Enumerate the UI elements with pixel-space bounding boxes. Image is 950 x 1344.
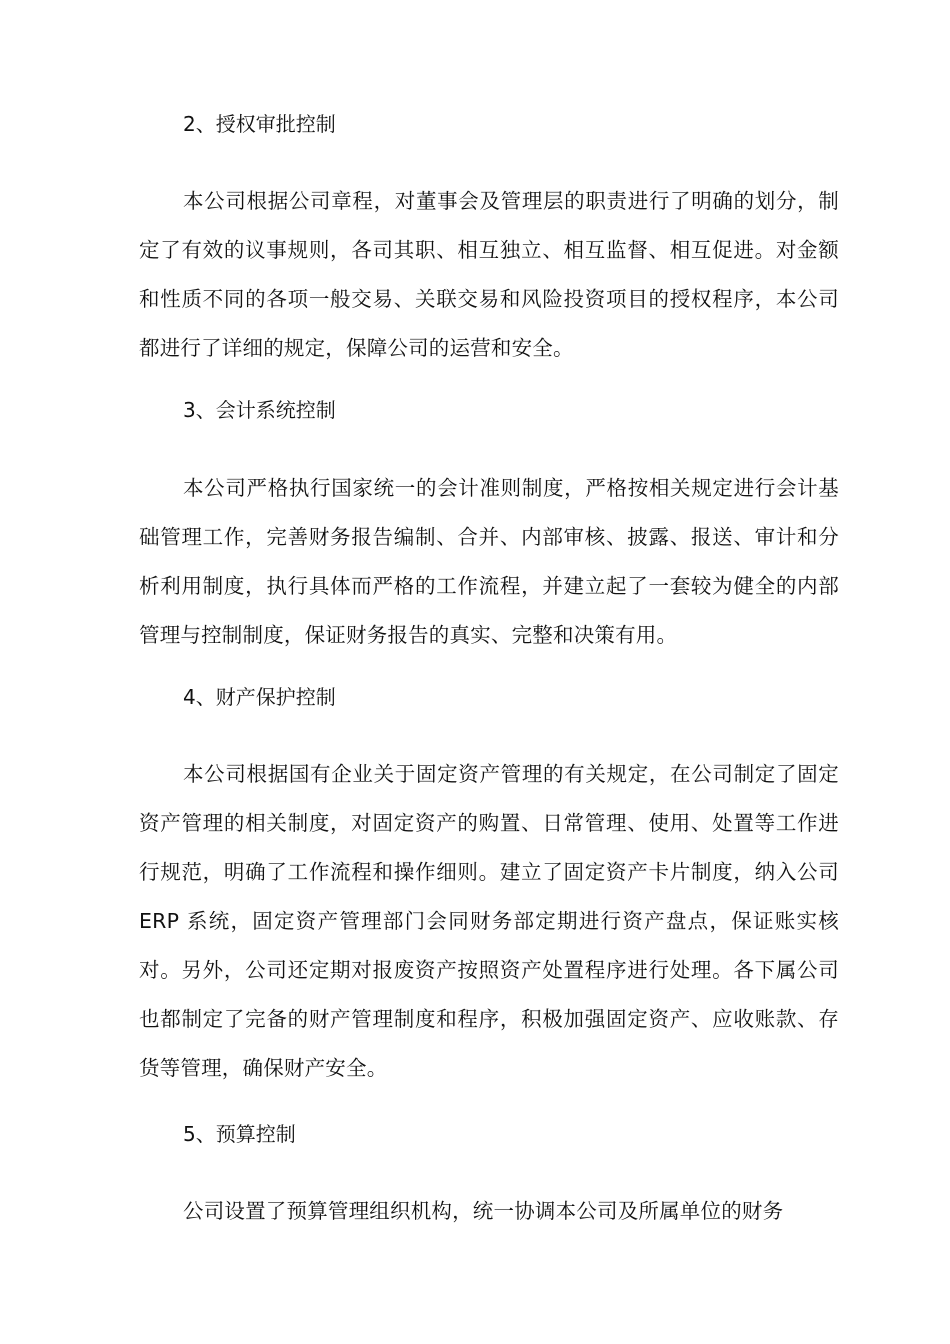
section-heading-accounting: 3、会计系统控制 <box>183 398 336 422</box>
section-paragraph-budget: 公司设置了预算管理组织机构，统一协调本公司及所属单位的财务 <box>183 1199 784 1223</box>
section-paragraph-accounting: 本公司严格执行国家统一的会计准则制度，严格按相关规定进行会计基础管理工作，完善财务报告编制、合并、内部审核、披露、报送、审计和分析利用制度，执行具体而严格的工作流程，并建立起了一套较为健全的内部管理与控制制度，保证财务报告的真实、完整和决策有用。 <box>139 476 839 647</box>
section-heading-budget: 5、预算控制 <box>183 1122 296 1146</box>
section-heading-property: 4、财产保护控制 <box>183 685 336 709</box>
section-heading-authorization: 2、授权审批控制 <box>183 112 336 136</box>
section-paragraph-property: 本公司根据国有企业关于固定资产管理的有关规定，在公司制定了固定资产管理的相关制度，对固定资产的购置、日常管理、使用、处置等工作进行规范，明确了工作流程和操作细则。建立了固定资产卡片制度，纳入公司 ERP 系统，固定资产管理部门会同财务部定期进行资产盘点，保证账实核对。另外，公司还定期对报废资产按照资产处置程序进行处理。各下属公司也都制定了完备的财产管理制度和程序，积极加强固定资产、应收账款、存货等管理，确保财产安全。 <box>139 762 839 1080</box>
section-paragraph-authorization: 本公司根据公司章程，对董事会及管理层的职责进行了明确的划分，制定了有效的议事规则，各司其职、相互独立、相互监督、相互促进。对金额和性质不同的各项一般交易、关联交易和风险投资项目的授权程序，本公司都进行了详细的规定，保障公司的运营和安全。 <box>139 189 839 360</box>
